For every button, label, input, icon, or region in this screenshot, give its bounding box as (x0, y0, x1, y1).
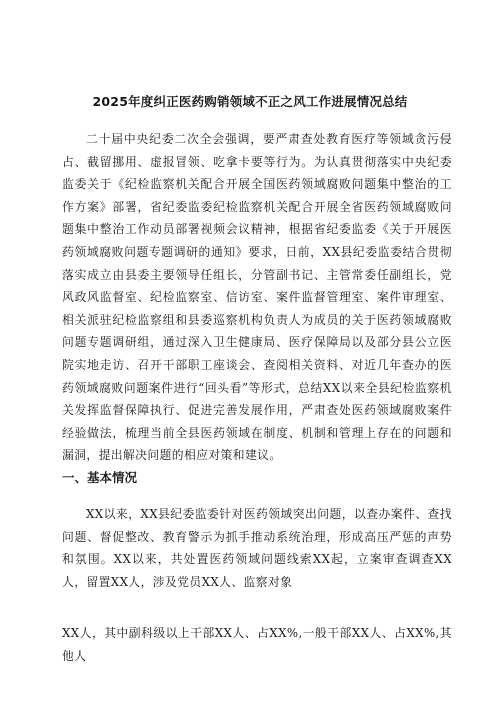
basic-situation-paragraph: XX以来，XX县纪委监委针对医药领域突出问题，以查办案件、查找问题、督促整改、教育警示为抓手推动系统治理，形成高压严惩的声势和氛围。XX以来，共处置医药领域问题线索XX起，立案审查调查XX人，留置XX人，涉及党员XX人、监察对象 (62, 507, 452, 589)
document-title: 2025年度纠正医药购销领域不正之风工作进展情况总结 (92, 94, 408, 109)
section-heading-basic-situation: 一、基本情况 (62, 470, 138, 485)
continued-paragraph: XX人，其中副科级以上干部XX人、占XX%,一般干部XX人、占XX%,其他人 (62, 626, 452, 663)
intro-paragraph: 二十届中央纪委二次全会强调，要严肃查处教育医疗等领域贪污侵占、截留挪用、虚报冒领、吃拿卡要等行为。为认真贯彻落实中央纪委监委关于《纪检监察机关配合开展全国医药领域腐败问题集中整治的工作方案》部署，省纪委监委纪检监察机关配合开展全省医药领域腐败问题集中整治工作动员部署视频会议精神，根据省纪委监委《关于开展医药领域腐败问题专题调研的通知》要求，日前，XX县纪委监委结合贯彻落实成立由县委主要领导任组长，分管副书记、主管常委任副组长，党风政风监督室、纪检监察室、信访室、案件监督管理室、案件审理室、相关派驻纪检监察组和县委巡察机构负责人为成员的关于医药领域腐败问题专题调研组，通过深入卫生健康局、医疗保障局以及部分县公立医院实地走访、召开干部职工座谈会、查阅相关资料、对近几年查办的医药领域腐败问题案件进行“回头看”等形式，总结XX以来全县纪检监察机关发挥监督保障执行、促进完善发展作用，严肃查处医药领域腐败案件经验做法，梳理当前全县医药领域在制度、机制和管理上存在的问题和漏洞，提出解决问题的相应对策和建议。 (62, 132, 452, 463)
